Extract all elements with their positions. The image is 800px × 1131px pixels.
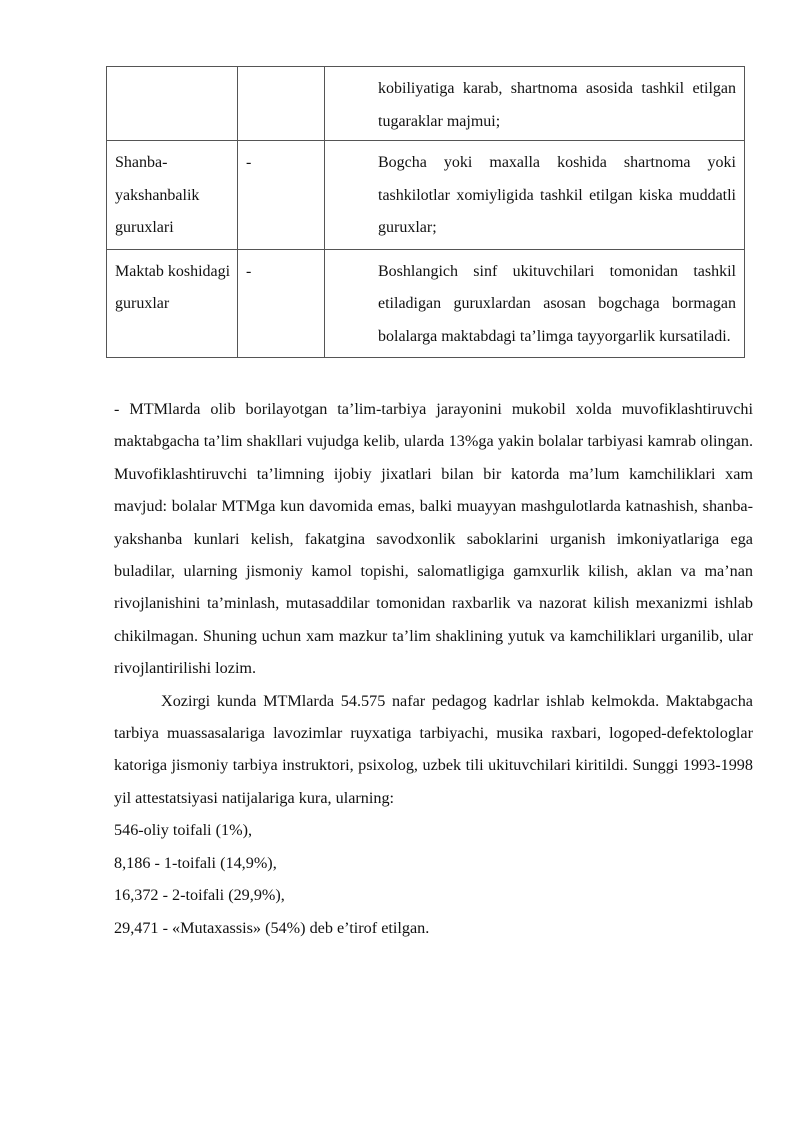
table-cell-name: Shanba-yakshanbalik guruxlari [107,141,238,250]
body-text [114,393,753,944]
stat-line-specialist: 29,471 - «Mutaxassis» (54%) deb e’tirof etilgan. [114,918,430,937]
stat-line-higher-category: 546-oliy toifali (1%), [114,821,253,840]
forms-table [106,66,745,358]
paragraph-forms: - MTMlarda olib borilayotgan ta’lim-tarbiya jarayonini mukobil xolda muvofiklashtiruvchi maktabgacha ta’lim shakllari vujudga kelib, ularda 13%ga yakin bolalar tarbiyasi kamrab olingan. Muvofiklashtiruvchi ta’limning ijobiy jixatlari bilan bir katorda ma’lum kamchiliklari xam mavjud: bolalar MTMga kun davomida emas, balki muayyan mashgulotlarda katnashish, shanba-yakshanba kunlari kelish, fakatgina savodxonlik saboklarini urganish imkoniyatlariga ega buladilar, ularning jismoniy kamol topishi, salomatligiga gamxurlik kilish, aklan va ma’nan rivojlanishini ta’minlash, mutasaddilar tomonidan raxbarlik va nazorat kilish mexanizmi ishlab chikilmagan. Shuning uchun xam mazkur ta’lim shaklining yutuk va kamchiliklari urganilib, ular rivojlantirilishi lozim. [114,400,753,678]
table-cell-name: Maktab koshidagi guruxlar [107,249,238,358]
table-cell-description: Bogcha yoki maxalla koshida shartnoma yoki tashkilotlar xomiyligida tashkil etilgan kiska muddatli guruxlar; [325,141,745,250]
table-row [107,67,745,141]
stat-line-first-category: 8,186 - 1-toifali (14,9%), [114,853,277,872]
table-cell-mark: - [238,249,325,358]
table-cell-name [107,67,238,141]
table-row [107,249,745,358]
paragraph-staff: Xozirgi kunda MTMlarda 54.575 nafar pedagog kadrlar ishlab kelmokda. Maktabgacha tarbiya muassasalariga lavozimlar ruyxatiga tarbiyachi, musika raxbari, logoped-defektologlar katoriga jismoniy tarbiya instruktori, psixolog, uzbek tili ukituvchilari kiritildi. Sunggi 1993-1998 yil attestatsiyasi natijalariga kura, ularning: [114,691,753,807]
table-row [107,141,745,250]
stat-line-second-category: 16,372 - 2-toifali (29,9%), [114,886,285,905]
table-cell-mark [238,67,325,141]
table-cell-mark: - [238,141,325,250]
table-cell-description: Boshlangich sinf ukituvchilari tomonidan tashkil etiladigan guruxlardan asosan bogchaga bormagan bolalarga maktabdagi ta’limga tayyorgarlik kursatiladi. [325,249,745,358]
table-cell-description: kobiliyatiga karab, shartnoma asosida tashkil etilgan tugaraklar majmui; [325,67,745,141]
